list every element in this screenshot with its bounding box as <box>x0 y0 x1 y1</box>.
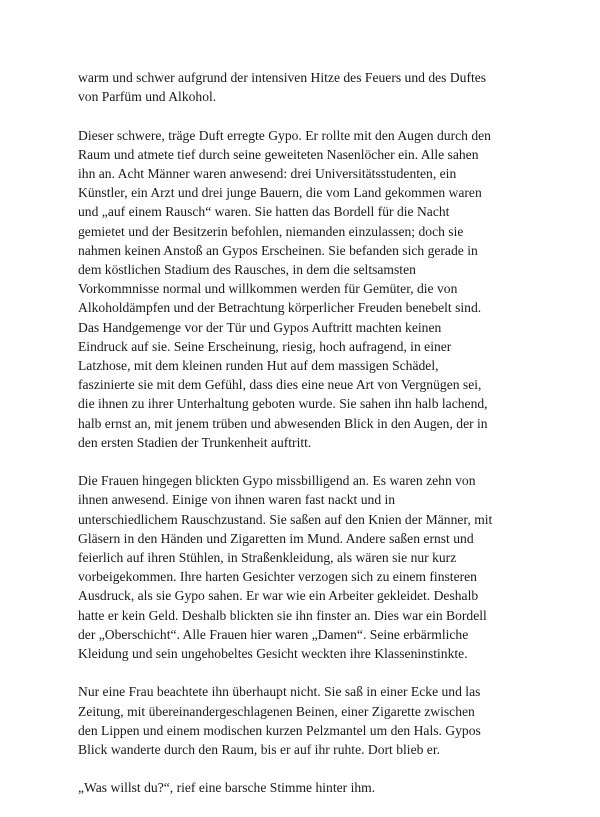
document-page <box>78 68 526 817</box>
paragraph-4: Nur eine Frau beachtete ihn überhaupt nicht. Sie saß in einer Ecke und las Zeitung, mit übereinandergeschlagenen Beinen, einer Zigarette zwischen den Lippen und einem modischen kurzen Pelzmantel um den Hals. Gypos Blick wanderte durch den Raum, bis er auf ihr ruhte. Dort blieb er. <box>78 684 481 758</box>
paragraph-5: „Was willst du?“, rief eine barsche Stimme hinter ihm. <box>78 780 376 796</box>
paragraph-1: warm und schwer aufgrund der intensiven Hitze des Feuers und des Duftes von Parfüm und Alkohol. <box>78 70 487 105</box>
paragraph-2: Dieser schwere, träge Duft erregte Gypo. Er rollte mit den Augen durch den Raum und atmete tief durch seine geweiteten Nasenlöcher ein. Alle sahen ihn an. Acht Männer waren anwesend: drei Universitätsstudenten, ein Künstler, ein Arzt und drei junge Bauern, die vom Land gekommen waren und „auf einem Rausch“ waren. Sie hatten das Bordell für die Nacht gemietet und der Besitzerin befohlen, niemanden einzulassen; doch sie nahmen keinen Anstoß an Gypos Erscheinen. Sie befanden sich gerade in dem köstlichen Stadium des Rausches, in dem die seltsamsten Vorkommnisse normal und willkommen werden für Gemüter, die von Alkoholdämpfen und der Betrachtung körperlicher Freuden benebelt sind. Das Handgemenge vor der Tür und Gypos Auftritt machten keinen Eindruck auf sie. Seine Erscheinung, riesig, hoch aufragend, in einer Latzhose, mit dem kleinen runden Hut auf dem massigen Schädel, faszinierte sie mit dem Gefühl, dass dies eine neue Art von Vergnügen sei, die ihnen zu ihrer Unterhaltung geboten wurde. Sie sahen ihn halb lachend, halb ernst an, mit jenem trüben und abwesenden Blick in den Augen, der in den ersten Stadien der Trunkenheit auftritt. <box>78 127 491 450</box>
paragraph-3: Die Frauen hingegen blickten Gypo missbilligend an. Es waren zehn von ihnen anwesend. Einige von ihnen waren fast nackt und in unterschiedlichem Rauschzustand. Sie saßen auf den Knien der Männer, mit Gläsern in den Händen und Zigaretten im Mund. Andere saßen ernst und feierlich auf ihren Stühlen, in Straßenkleidung, als wären sie nur kurz vorbeigekommen. Ihre harten Gesichter verzogen sich zu einem finsteren Ausdruck, als sie Gypo sahen. Er war wie ein Arbeiter gekleidet. Deshalb hatte er kein Geld. Deshalb blickten sie ihn finster an. Dies war ein Bordell der „Oberschicht“. Alle Frauen hier waren „Damen“. Seine erbärmliche Kleidung und sein ungehobeltes Gesicht weckten ihre Klasseninstinkte. <box>78 473 493 662</box>
